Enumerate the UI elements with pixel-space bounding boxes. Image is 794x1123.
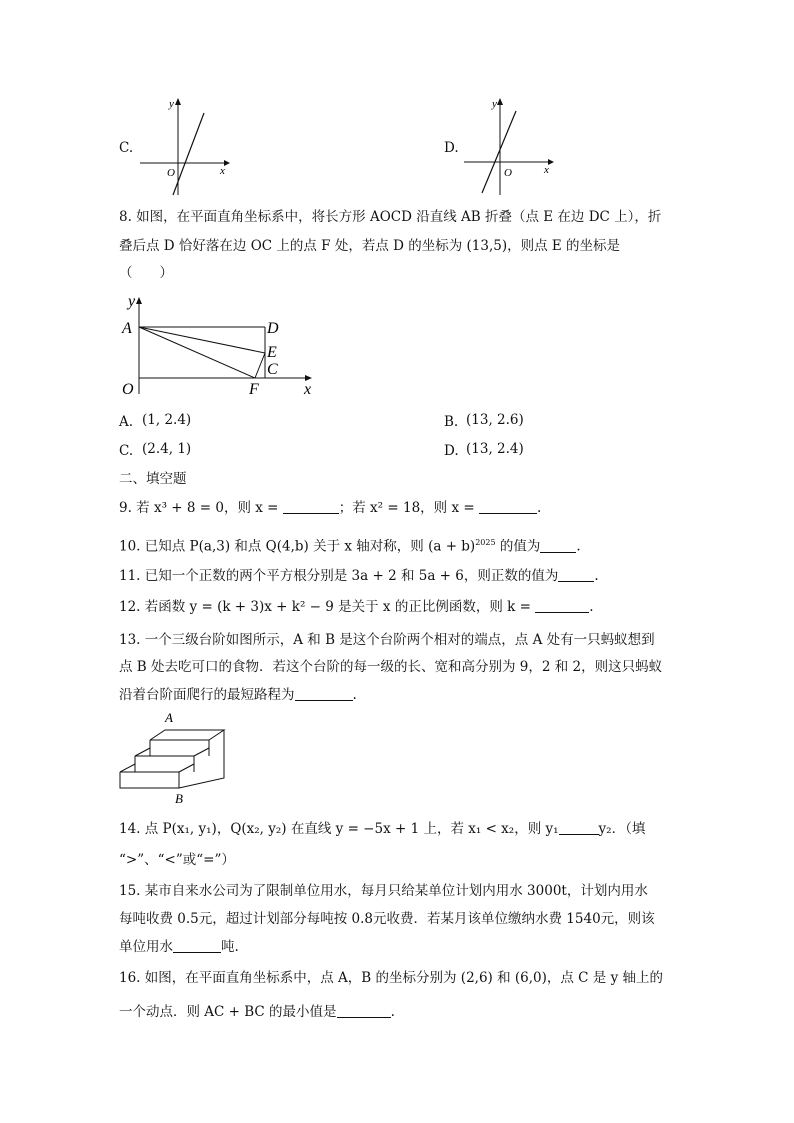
q7d-y-label: y bbox=[492, 98, 497, 110]
q7d-origin-label: O bbox=[504, 167, 512, 179]
q16-line1: 16. 如图，在平面直角坐标系中，点 A，B 的坐标分别为 (2,6) 和 (6,0)，点 C 是 y 轴上的 bbox=[119, 970, 664, 986]
q8-line3: （ ） bbox=[119, 265, 173, 281]
q8-option-d-label: D. bbox=[444, 443, 459, 459]
q16-line2 bbox=[119, 1003, 395, 1021]
q16-end: . bbox=[390, 1004, 395, 1020]
q13-fig-A: A bbox=[165, 710, 173, 725]
q13-fig-B: B bbox=[175, 791, 183, 804]
q8-line2: 叠后点 D 恰好落在边 OC 上的点 F 处，若点 D 的坐标为 (13,5)，则点 E 的坐标是 bbox=[119, 238, 621, 254]
q8-fig-A: A bbox=[122, 320, 132, 337]
q15-blank[interactable] bbox=[173, 938, 221, 953]
q13-blank[interactable] bbox=[295, 686, 353, 701]
q11-part1: 11. 已知一个正数的两个平方根分别是 3a + 2 和 5a + 6，则正数的值为 bbox=[119, 568, 559, 584]
q13-line3-text: 沿着台阶面爬行的最短路程为 bbox=[119, 687, 295, 703]
q8-option-a-label: A. bbox=[119, 414, 134, 430]
q8-fig-D: D bbox=[267, 320, 279, 337]
q7-option-d-graph bbox=[462, 95, 557, 200]
q7-option-c-label: C. bbox=[119, 140, 134, 156]
q8-fig-E: E bbox=[267, 344, 277, 361]
q16-line2-text: 一个动点．则 AC + BC 的最小值是 bbox=[119, 1004, 337, 1020]
q8-fig-x: x bbox=[304, 381, 312, 398]
q16-blank[interactable] bbox=[337, 1003, 391, 1018]
q8-fig-F: F bbox=[249, 381, 259, 398]
q11-end: . bbox=[594, 568, 599, 584]
section-title: 二、填空题 bbox=[119, 471, 187, 487]
q7c-x-label: x bbox=[220, 165, 225, 177]
q8-option-a-value: (1, 2.4) bbox=[142, 412, 192, 428]
q13-line3 bbox=[119, 686, 357, 704]
q15-line3-start: 单位用水 bbox=[119, 939, 173, 955]
q14-part1: 14. 点 P(x₁, y₁)，Q(x₂, y₂) 在直线 y = −5x + 1 上，若 x₁ < x₂，则 y₁ bbox=[119, 821, 559, 837]
q8-option-d-value: (13, 2.4) bbox=[466, 441, 524, 457]
q13-stairs-figure bbox=[115, 708, 240, 804]
q10-end: . bbox=[576, 538, 581, 555]
q10-exponent: 2025 bbox=[475, 538, 496, 547]
q8-option-c-label: C. bbox=[119, 443, 134, 459]
q15-line1: 15. 某市自来水公司为了限制单位用水，每月只给某单位计划内用水 3000t，计划内用水 bbox=[119, 883, 648, 899]
q7c-y-label: y bbox=[169, 98, 174, 110]
q14-line2: “>”、“<”或“=”） bbox=[119, 852, 235, 868]
q12-part1: 12. 若函数 y = (k + 3)x + k² − 9 是关于 x 的正比例函数，则 k = bbox=[119, 599, 536, 615]
q9-part2: ；若 x² = 18，则 x = bbox=[338, 500, 479, 516]
q14-part2: y₂．（填 bbox=[598, 821, 646, 837]
q13-line2: 点 B 处去吃可口的食物．若这个台阶的每一级的长、宽和高分别为 9，2 和 2，则这只蚂蚁 bbox=[119, 659, 663, 675]
q8-fig-y: y bbox=[128, 293, 136, 310]
q8-option-c-value: (2.4, 1) bbox=[142, 441, 192, 457]
q7-option-c-graph bbox=[138, 95, 233, 200]
q10-part1: 10. 已知点 P(a,3) 和点 Q(4,b) 关于 x 轴对称，则 (a + b) bbox=[119, 538, 476, 555]
q8-figure bbox=[115, 290, 325, 402]
q9-end: . bbox=[536, 500, 542, 516]
q11 bbox=[119, 567, 599, 585]
q11-blank[interactable] bbox=[558, 567, 594, 582]
q10-blank[interactable] bbox=[540, 538, 576, 553]
q9-blank-1[interactable] bbox=[283, 499, 339, 514]
q12-blank[interactable] bbox=[535, 598, 589, 613]
q9 bbox=[119, 499, 541, 517]
q7-option-d-label: D. bbox=[444, 140, 459, 156]
q12 bbox=[119, 598, 594, 616]
q12-end: . bbox=[589, 599, 594, 615]
q14 bbox=[119, 820, 645, 838]
q7d-x-label: x bbox=[544, 164, 549, 176]
q9-blank-2[interactable] bbox=[479, 499, 537, 514]
q15-line3-end: 吨. bbox=[221, 939, 239, 955]
q8-option-b-label: B. bbox=[444, 414, 459, 430]
q8-fig-C: C bbox=[267, 361, 278, 378]
q7c-origin-label: O bbox=[167, 167, 175, 179]
q15-line3 bbox=[119, 938, 239, 956]
q15-line2: 每吨收费 0.5元，超过计划部分每吨按 0.8元收费．若某月该单位缴纳水费 1540元，则该 bbox=[119, 911, 655, 927]
q8-line1: 8. 如图，在平面直角坐标系中，将长方形 AOCD 沿直线 AB 折叠（点 E 在边 DC 上），折 bbox=[119, 209, 662, 225]
q13-line1: 13. 一个三级台阶如图所示，A 和 B 是这个台阶两个相对的端点，点 A 处有一只蚂蚁想到 bbox=[119, 632, 655, 648]
q10 bbox=[119, 534, 581, 556]
q8-fig-O: O bbox=[122, 381, 134, 398]
q13-end: . bbox=[352, 687, 357, 703]
q14-blank[interactable] bbox=[559, 820, 599, 835]
q10-part2: 的值为 bbox=[495, 538, 541, 555]
q8-option-b-value: (13, 2.6) bbox=[466, 412, 524, 428]
q9-part1: 9. 若 x³ + 8 = 0，则 x = bbox=[119, 500, 283, 516]
